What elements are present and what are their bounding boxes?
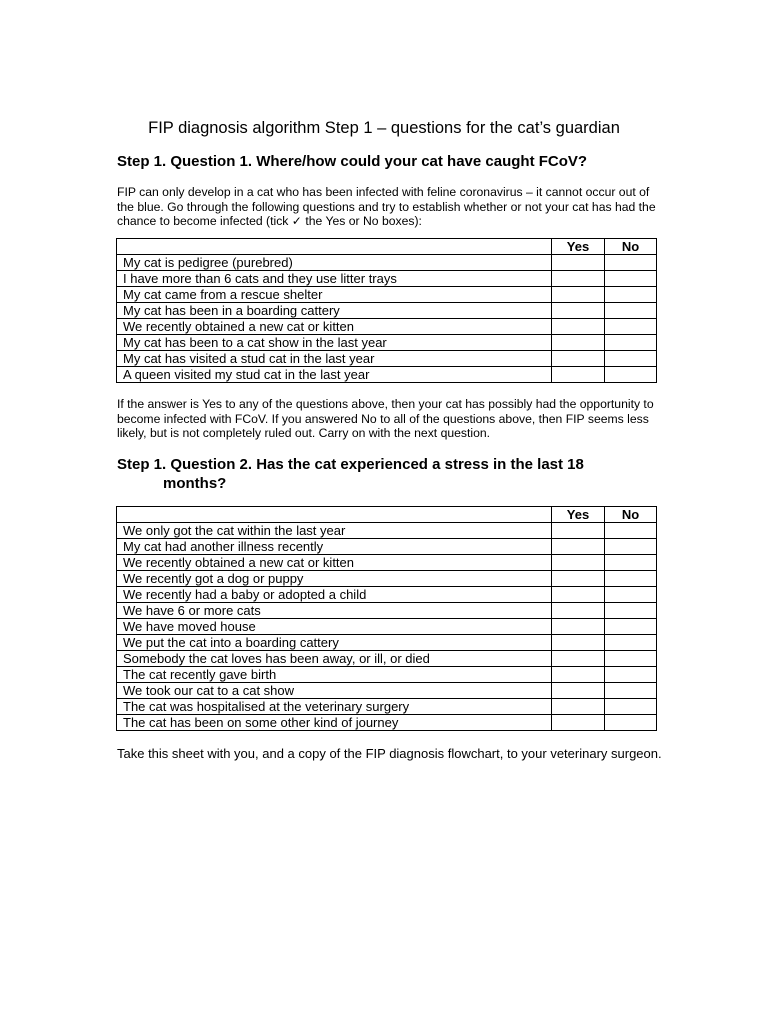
question-text: My cat has been in a boarding cattery (117, 303, 552, 319)
column-header-no: No (605, 239, 657, 255)
question-text: We recently obtained a new cat or kitten (117, 555, 552, 571)
table-row (117, 571, 657, 587)
no-checkbox[interactable] (605, 335, 657, 351)
no-checkbox[interactable] (605, 683, 657, 699)
table-row (117, 351, 657, 367)
table-row (117, 715, 657, 731)
yes-checkbox[interactable] (552, 651, 605, 667)
question2-heading-line1: Step 1. Question 2. Has the cat experienced a stress in the last 18 (117, 456, 584, 473)
yes-checkbox[interactable] (552, 255, 605, 271)
table-header-row (117, 239, 657, 255)
table-row (117, 523, 657, 539)
question-text: My cat had another illness recently (117, 539, 552, 555)
yes-checkbox[interactable] (552, 271, 605, 287)
no-checkbox[interactable] (605, 319, 657, 335)
table-row (117, 539, 657, 555)
no-checkbox[interactable] (605, 715, 657, 731)
table-row (117, 651, 657, 667)
question-text: My cat is pedigree (purebred) (117, 255, 552, 271)
table-row (117, 555, 657, 571)
question-text: My cat came from a rescue shelter (117, 287, 552, 303)
table-header-question (117, 507, 552, 523)
column-header-yes: Yes (552, 507, 605, 523)
no-checkbox[interactable] (605, 271, 657, 287)
question1-intro: FIP can only develop in a cat who has been infected with feline coronavirus – it cannot occur out of the blue. Go through the following questions and try to establish whether or not your cat has had the chance to become infected (tick ✓ the Yes or No boxes): (117, 185, 656, 228)
question-text: A queen visited my stud cat in the last year (117, 367, 552, 383)
question1-rows (117, 255, 657, 383)
question-text: We took our cat to a cat show (117, 683, 552, 699)
yes-checkbox[interactable] (552, 571, 605, 587)
yes-checkbox[interactable] (552, 555, 605, 571)
yes-checkbox[interactable] (552, 587, 605, 603)
table-header-row (117, 507, 657, 523)
table-header-question (117, 239, 552, 255)
question1-heading: Step 1. Question 1. Where/how could your cat have caught FCoV? (117, 153, 588, 170)
yes-checkbox[interactable] (552, 619, 605, 635)
no-checkbox[interactable] (605, 699, 657, 715)
no-checkbox[interactable] (605, 667, 657, 683)
question-text: We have moved house (117, 619, 552, 635)
no-checkbox[interactable] (605, 367, 657, 383)
table-row (117, 303, 657, 319)
question-text: I have more than 6 cats and they use litter trays (117, 271, 552, 287)
question-text: The cat was hospitalised at the veterinary surgery (117, 699, 552, 715)
table-row (117, 667, 657, 683)
table-row (117, 335, 657, 351)
question2-table (116, 506, 657, 731)
question-text: The cat recently gave birth (117, 667, 552, 683)
question-text: We recently got a dog or puppy (117, 571, 552, 587)
question2-rows (117, 523, 657, 731)
no-checkbox[interactable] (605, 523, 657, 539)
yes-checkbox[interactable] (552, 287, 605, 303)
yes-checkbox[interactable] (552, 303, 605, 319)
table-row (117, 319, 657, 335)
table-row (117, 255, 657, 271)
yes-checkbox[interactable] (552, 351, 605, 367)
no-checkbox[interactable] (605, 303, 657, 319)
question-text: My cat has been to a cat show in the last year (117, 335, 552, 351)
yes-checkbox[interactable] (552, 539, 605, 555)
yes-checkbox[interactable] (552, 715, 605, 731)
question-text: Somebody the cat loves has been away, or ill, or died (117, 651, 552, 667)
question-text: We have 6 or more cats (117, 603, 552, 619)
yes-checkbox[interactable] (552, 523, 605, 539)
question1-after-text: If the answer is Yes to any of the questions above, then your cat has possibly had the opportunity to become infected with FCoV. If you answered No to all of the questions above, then FIP seems less likely, but is not completely ruled out. Carry on with the next question. (117, 397, 654, 440)
question-text: We only got the cat within the last year (117, 523, 552, 539)
no-checkbox[interactable] (605, 603, 657, 619)
no-checkbox[interactable] (605, 351, 657, 367)
question1-table (116, 238, 657, 383)
question2-heading (117, 455, 662, 493)
column-header-no: No (605, 507, 657, 523)
yes-checkbox[interactable] (552, 683, 605, 699)
question-text: The cat has been on some other kind of journey (117, 715, 552, 731)
table-row (117, 603, 657, 619)
table-row (117, 699, 657, 715)
yes-checkbox[interactable] (552, 603, 605, 619)
no-checkbox[interactable] (605, 619, 657, 635)
table-row (117, 271, 657, 287)
table-row (117, 619, 657, 635)
no-checkbox[interactable] (605, 635, 657, 651)
no-checkbox[interactable] (605, 555, 657, 571)
table-row (117, 683, 657, 699)
yes-checkbox[interactable] (552, 667, 605, 683)
table-row (117, 635, 657, 651)
page-title: FIP diagnosis algorithm Step 1 – questions for the cat’s guardian (148, 119, 620, 137)
no-checkbox[interactable] (605, 651, 657, 667)
no-checkbox[interactable] (605, 255, 657, 271)
table-row (117, 587, 657, 603)
column-header-yes: Yes (552, 239, 605, 255)
no-checkbox[interactable] (605, 539, 657, 555)
yes-checkbox[interactable] (552, 367, 605, 383)
closing-text: Take this sheet with you, and a copy of the FIP diagnosis flowchart, to your veterinary surgeon. (117, 746, 662, 761)
table-row (117, 287, 657, 303)
question-text: We recently had a baby or adopted a child (117, 587, 552, 603)
no-checkbox[interactable] (605, 587, 657, 603)
yes-checkbox[interactable] (552, 635, 605, 651)
table-row (117, 367, 657, 383)
question-text: We recently obtained a new cat or kitten (117, 319, 552, 335)
yes-checkbox[interactable] (552, 335, 605, 351)
question-text: We put the cat into a boarding cattery (117, 635, 552, 651)
yes-checkbox[interactable] (552, 699, 605, 715)
no-checkbox[interactable] (605, 571, 657, 587)
no-checkbox[interactable] (605, 287, 657, 303)
question2-heading-line2: months? (163, 475, 227, 492)
yes-checkbox[interactable] (552, 319, 605, 335)
question-text: My cat has visited a stud cat in the last year (117, 351, 552, 367)
